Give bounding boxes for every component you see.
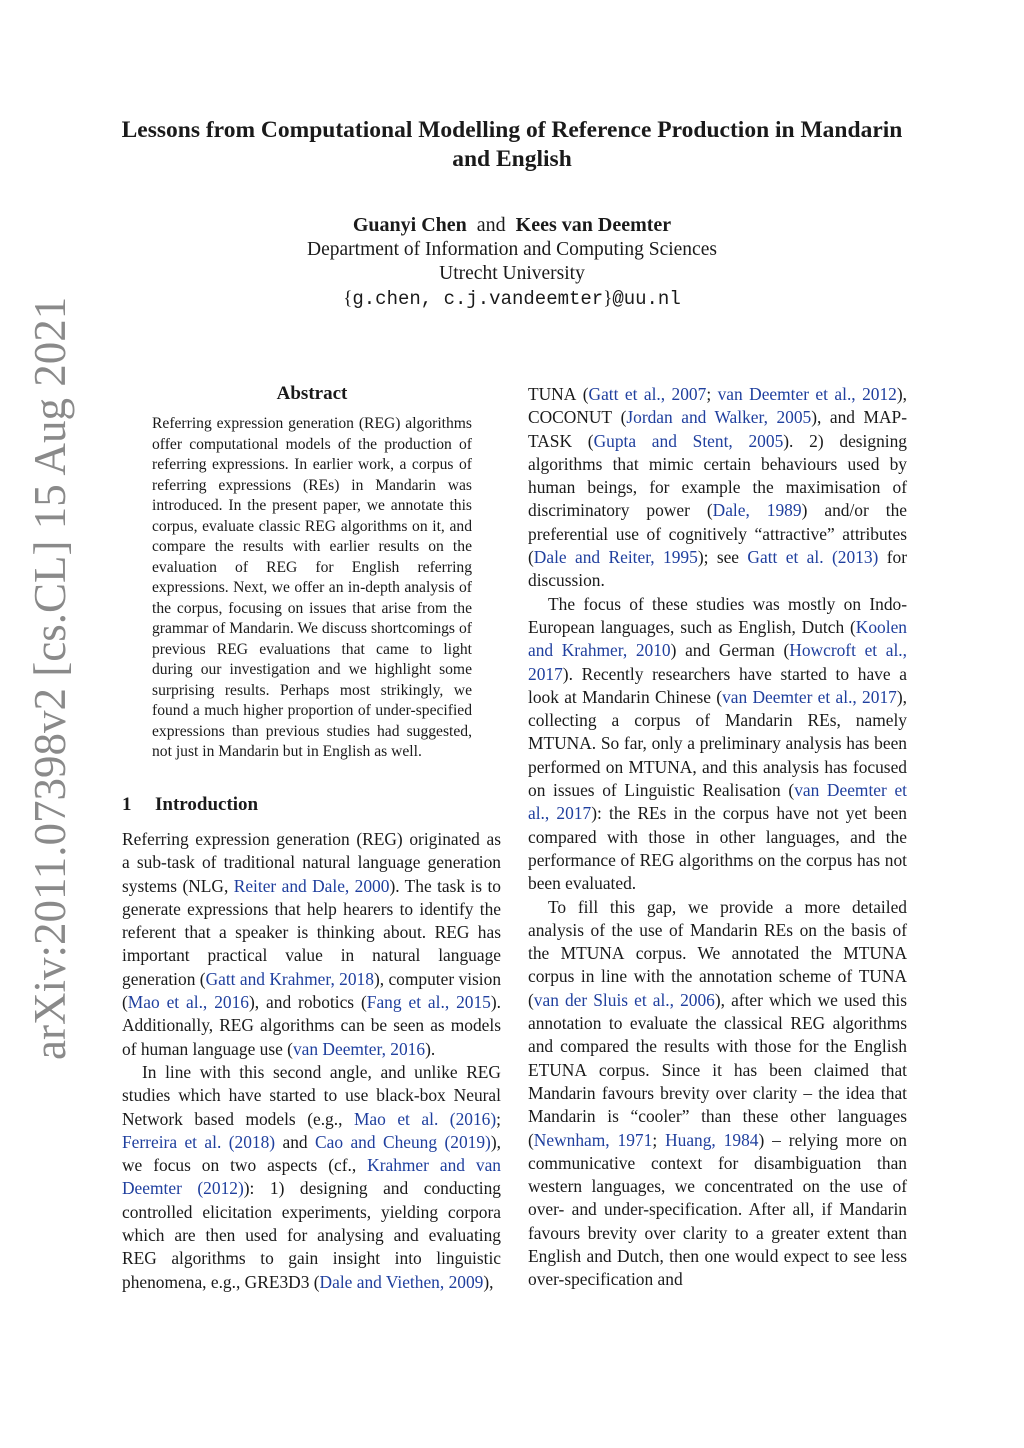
text-run: Referring expression generation (REG) originated as a sub-task of traditional natural language generation systems (NLG, <box>122 829 501 896</box>
citation-link[interactable]: Gatt et al., 2007 <box>588 384 707 404</box>
citation-link[interactable]: van Deemter et al., 2017 <box>722 686 897 707</box>
text-run: ), we focus on two aspects (cf., <box>122 1131 501 1176</box>
text-run: and <box>275 1131 316 1152</box>
text-run: ). <box>425 1038 436 1059</box>
email-brace: } <box>603 288 613 309</box>
text-run: ) and German ( <box>670 640 790 661</box>
corpus-name: MTUNA <box>528 733 592 754</box>
text-run: ; <box>706 384 718 404</box>
citation-link[interactable]: Howcroft et al., 2017 <box>528 640 908 684</box>
text-run: , and this analysis has focused on issues of Linguistic Realisation ( <box>528 756 907 801</box>
email-domain: @uu.nl <box>612 288 681 310</box>
left-column <box>122 828 501 1294</box>
text-run: ): 1) designing and conducting controlled elicitation experiments, yielding corpora which are then used for analysing and evaluating REG algorithms to gain insight into linguistic phenomena, e.g., <box>122 1178 501 1292</box>
author-conjunction: and <box>476 214 506 236</box>
corpus-name: MAP-TASK <box>528 407 907 451</box>
section-title: Introduction <box>155 794 259 815</box>
citation-link[interactable]: Fang et al., 2015 <box>366 992 491 1013</box>
citation-link[interactable]: Ferreira et al. (2018) <box>122 1131 276 1152</box>
corpus-name: MTUNA <box>843 943 907 964</box>
paragraph <box>122 828 501 1061</box>
paragraph <box>528 383 907 593</box>
citation-link[interactable]: Newnham, 1971 <box>533 1129 653 1150</box>
citation-link[interactable]: Krahmer and van Deemter (2012) <box>122 1155 501 1199</box>
citation-link[interactable]: Gatt et al. (2013) <box>747 547 879 568</box>
text-run: ). Recently researchers have started to have a look at Mandarin Chinese ( <box>528 663 907 707</box>
text-run: corpus in line with the annotation scheme of <box>528 966 859 987</box>
citation-link[interactable]: Jordan and Walker, 2005 <box>626 407 812 428</box>
affiliation-department: Department of Information and Computing Sciences <box>307 239 717 260</box>
text-run: . So far, only a preliminary analysis has been performed on <box>528 733 907 777</box>
citation-link[interactable]: Cao and Cheung (2019) <box>315 1131 491 1152</box>
email-brace: { <box>343 288 353 309</box>
paragraph <box>528 593 907 896</box>
text-run: ). 2) designing algorithms that mimic certain behaviours used by human beings, for example the maximisation of discriminatory power ( <box>528 430 907 521</box>
citation-link[interactable]: van Deemter et al., 2017 <box>528 780 907 824</box>
arxiv-identifier: arXiv:2011.07398v2 [cs.CL] 15 Aug 2021 <box>25 296 75 1060</box>
citation-link[interactable]: Gatt and Krahmer, 2018 <box>205 968 374 989</box>
text-run: ): the REs in the corpus have not yet been compared with those in other languages, and the performance of REG algorithms on the corpus has not been evaluated. <box>528 803 908 894</box>
citation-link[interactable]: van Deemter et al., 2012 <box>717 384 897 404</box>
text-run: ), <box>896 384 907 404</box>
text-run: ). Additionally, REG algorithms can be seen as models of human language use ( <box>122 992 502 1059</box>
corpus-name: TUNA <box>858 966 907 987</box>
text-run: ), and robotics ( <box>248 992 367 1013</box>
text-run: ( <box>572 430 594 451</box>
citation-link[interactable]: Koolen and Krahmer, 2010 <box>528 616 907 661</box>
text-run: ), computer vision ( <box>122 968 502 1013</box>
text-run: ( <box>576 384 589 404</box>
author-email[interactable] <box>112 287 912 311</box>
text-run: ( <box>612 407 627 428</box>
corpus-name: GRE3D3 <box>244 1271 310 1292</box>
text-run: In line with this second angle, and unlike REG studies which have started to use black-box Neural Network based models (e.g., <box>122 1061 501 1129</box>
text-run: To fill this gap, we provide a more detailed analysis of the use of Mandarin REs on the basis of the <box>528 896 907 964</box>
email-addresses: g.chen, c.j.vandeemter <box>352 288 604 310</box>
paragraph <box>122 1061 501 1294</box>
text-run: ) – relying more on communicative context for disambiguation than western languages, we concentrated on the use of over- and under-specification. After all, if Mandarin favours brevity over clarity to a greater extent than English and Dutch, then one would expect to see less over-specification and <box>528 1129 907 1290</box>
text-run: ; <box>652 1129 666 1150</box>
text-run: ), <box>483 1271 494 1292</box>
citation-link[interactable]: Dale, 1989 <box>712 500 802 521</box>
paper-title: Lessons from Computational Modelling of Reference Production in Mandarin and English <box>121 117 903 172</box>
citation-link[interactable]: Reiter and Dale, 2000 <box>233 875 390 896</box>
author-name: Kees van Deemter <box>515 214 672 236</box>
corpus-name: ETUNA <box>528 1059 587 1080</box>
corpus-name: COCONUT <box>528 407 613 428</box>
affiliation-university: Utrecht University <box>439 263 585 284</box>
text-run: ( <box>528 989 534 1010</box>
text-run: ), after which we used this annotation to evaluate the classical REG algorithms and compared the results with those for the English <box>528 989 907 1057</box>
citation-link[interactable]: Dale and Viethen, 2009 <box>319 1271 484 1292</box>
text-run: ; <box>496 1108 501 1129</box>
text-run: ); see <box>697 547 748 568</box>
text-run: for discussion. <box>528 547 907 591</box>
abstract-text: Referring expression generation (REG) algorithms offer computational models of the production of referring expressions. In earlier work, a corpus of referring expressions (REs) in Mandarin was introduced. In the present paper, we annotate this corpus, evaluate classic REG algorithms on it, and compare the results with earlier results on the evaluation of REG for English referring expressions. Next, we offer an in-depth analysis of the corpus, focusing on issues that arise from the grammar of Mandarin. We discuss shortcomings of previous REG evaluations that came to light during our investigation and we highlight some surprising results. Perhaps most strikingly, we found a much higher proportion of under-specified expressions than previous studies had suggested, not just in Mandarin but in English as well. <box>152 415 472 760</box>
paragraph <box>528 896 907 1292</box>
citation-link[interactable]: Dale and Reiter, 1995 <box>533 547 698 568</box>
author-name: Guanyi Chen <box>352 214 467 236</box>
section-number: 1 <box>122 794 132 815</box>
text-run: ), collecting a corpus of Mandarin REs, namely <box>528 686 907 731</box>
right-column <box>528 383 907 1292</box>
citation-link[interactable]: Mao et al. (2016) <box>353 1108 497 1129</box>
abstract-heading: Abstract <box>276 383 348 404</box>
text-run: corpus. Since it has been claimed that Mandarin favours brevity over clarity – the idea that Mandarin is “cooler” than these other languages ( <box>528 1059 907 1150</box>
author-line <box>112 213 912 237</box>
corpus-name: MTUNA <box>628 756 693 777</box>
corpus-name: MTUNA <box>560 943 625 964</box>
citation-link[interactable]: Mao et al., 2016 <box>127 992 249 1013</box>
text-run: corpus. We annotated the <box>624 943 844 964</box>
text-run: ). The task is to generate expressions that help hearers to identify the referent that a speaker is thinking about. REG has important practical value in natural language generation ( <box>122 875 501 989</box>
citation-link[interactable]: van der Sluis et al., 2006 <box>533 989 715 1010</box>
citation-link[interactable]: Huang, 1984 <box>665 1129 759 1150</box>
text-run: ), and <box>811 407 864 428</box>
section-heading <box>122 794 258 816</box>
text-run: ) and/or the preferential use of cognitively “attractive” attributes ( <box>528 500 907 568</box>
corpus-name: TUNA <box>528 384 577 404</box>
text-run: The focus of these studies was mostly on Indo-European languages, such as English, Dutch ( <box>528 593 907 637</box>
citation-link[interactable]: Gupta and Stent, 2005 <box>593 430 784 451</box>
citation-link[interactable]: van Deemter, 2016 <box>292 1038 426 1059</box>
text-run: ( <box>309 1271 320 1292</box>
